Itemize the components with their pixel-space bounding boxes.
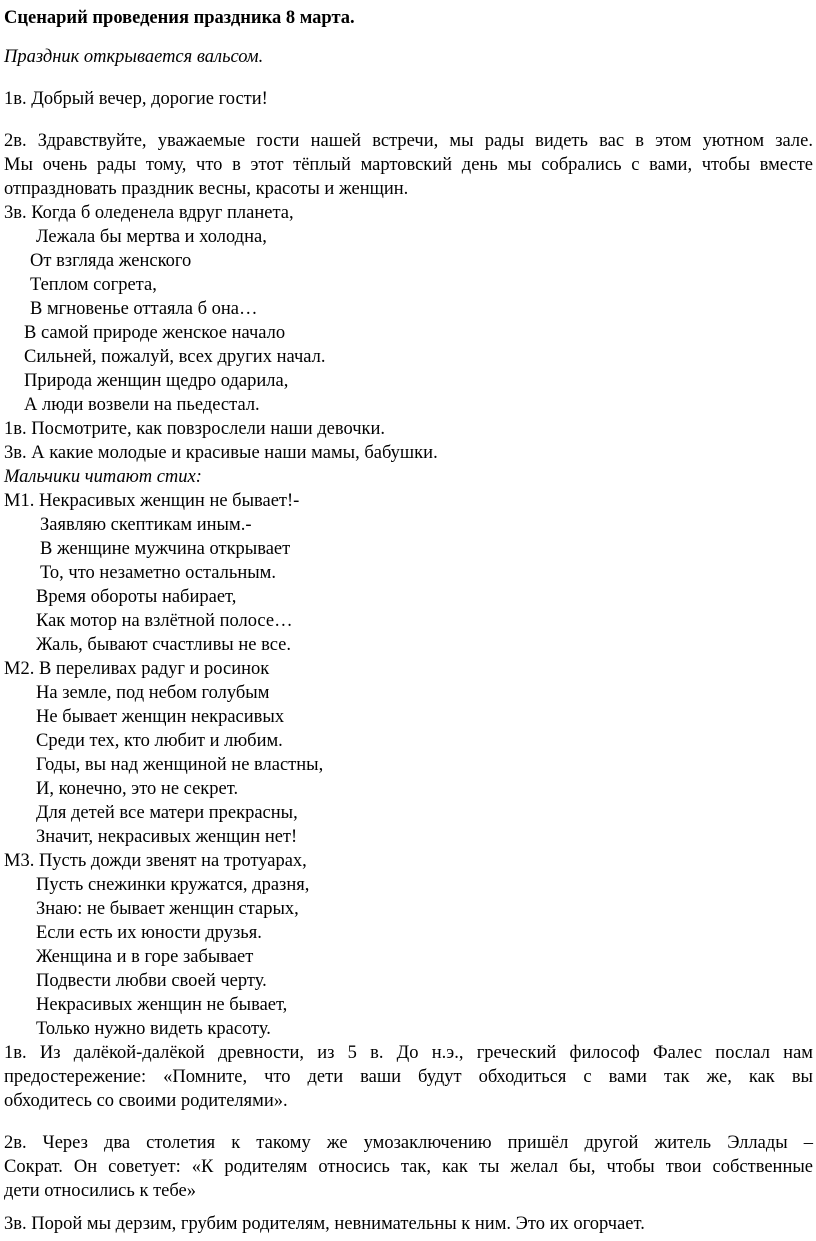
text-line: 2в. Через два столетия к такому же умозаключению пришёл другой житель Эллады – [4, 1133, 813, 1153]
poem-line: Для детей все матери прекрасны, [36, 803, 298, 823]
text-line: обходитесь со своими родителями». [4, 1091, 288, 1111]
stage-direction: Мальчики читают стих: [4, 467, 202, 487]
poem-line: То, что незаметно остальным. [40, 563, 277, 583]
text-line: Мы очень рады тому, что в этот тёплый мартовский день мы собрались с вами, чтобы вместе [4, 155, 813, 175]
poem-line: Жаль, бывают счастливы не все. [36, 635, 291, 655]
text-line: 1в. Добрый вечер, дорогие гости! [4, 89, 268, 109]
poem-line: Среди тех, кто любит и любим. [36, 731, 283, 751]
poem-line: На земле, под небом голубым [36, 683, 270, 703]
text-line: 1в. Из далёкой-далёкой древности, из 5 в. До н.э., греческий философ Фалес послал нам [4, 1043, 813, 1063]
text-line: 1в. Посмотрите, как повзрослели наши девочки. [4, 419, 386, 439]
poem-line: Если есть их юности друзья. [36, 923, 262, 943]
poem-line: Сильней, пожалуй, всех других начал. [24, 347, 326, 367]
poem-line: Лежала бы мертва и холодна, [36, 227, 267, 247]
poem-line: Не бывает женщин некрасивых [36, 707, 285, 727]
poem-line: Время обороты набирает, [36, 587, 237, 607]
poem-line: В самой природе женское начало [24, 323, 286, 343]
text-line: 2в. Здравствуйте, уважаемые гости нашей встречи, мы рады видеть вас в этом уютном зале. [4, 131, 813, 151]
poem-line: Как мотор на взлётной полосе… [36, 611, 293, 631]
poem-line: Женщина и в горе забывает [36, 947, 254, 967]
poem-line: От взгляда женского [30, 251, 192, 271]
text-line: М2. В переливах радуг и росинок [4, 659, 270, 679]
document-title: Сценарий проведения праздника 8 марта. [4, 8, 355, 28]
poem-line: А люди возвели на пьедестал. [24, 395, 260, 415]
text-line: Сократ. Он советует: «К родителям относись так, как ты желал бы, чтобы твои собственные [4, 1157, 813, 1177]
poem-line: Годы, вы над женщиной не властны, [36, 755, 324, 775]
poem-line: В женщине мужчина открывает [40, 539, 291, 559]
text-line: 3в. А какие молодые и красивые наши мамы, бабушки. [4, 443, 438, 463]
text-line: отпраздновать праздник весны, красоты и женщин. [4, 179, 409, 199]
poem-line: Заявляю скептикам иным.- [40, 515, 252, 535]
text-line: 3в. Когда б оледенела вдруг планета, [4, 203, 294, 223]
text-line: 3в. Порой мы дерзим, грубим родителям, невнимательны к ним. Это их огорчает. [4, 1214, 645, 1234]
poem-line: Только нужно видеть красоту. [36, 1019, 271, 1039]
poem-line: В мгновенье оттаяла б она… [30, 299, 258, 319]
poem-line: Теплом согрета, [30, 275, 157, 295]
poem-line: Знаю: не бывает женщин старых, [36, 899, 299, 919]
poem-line: И, конечно, это не секрет. [36, 779, 239, 799]
text-line: М3. Пусть дожди звенят на тротуарах, [4, 851, 307, 871]
text-line: предостережение: «Помните, что дети ваши будут обходиться с вами так же, как вы [4, 1067, 813, 1087]
poem-line: Значит, некрасивых женщин нет! [36, 827, 298, 847]
poem-line: Подвести любви своей черту. [36, 971, 267, 991]
poem-line: Пусть снежинки кружатся, дразня, [36, 875, 310, 895]
document-subtitle: Праздник открывается вальсом. [4, 47, 264, 67]
text-line: М1. Некрасивых женщин не бывает!- [4, 491, 300, 511]
poem-line: Природа женщин щедро одарила, [24, 371, 289, 391]
text-line: дети относились к тебе» [4, 1181, 196, 1201]
poem-line: Некрасивых женщин не бывает, [36, 995, 288, 1015]
